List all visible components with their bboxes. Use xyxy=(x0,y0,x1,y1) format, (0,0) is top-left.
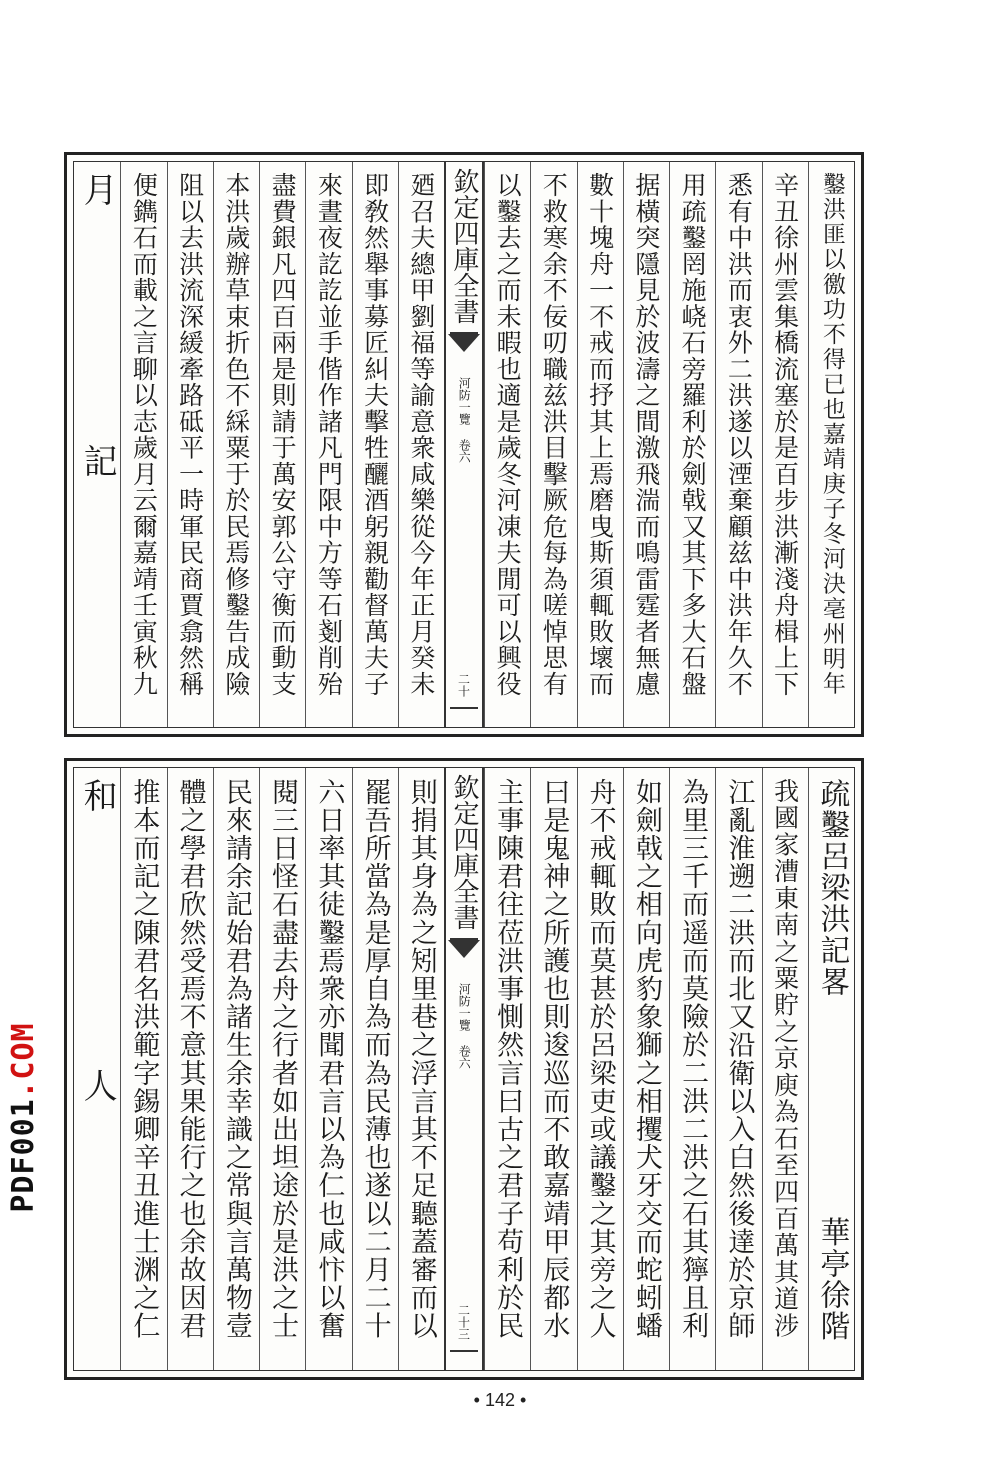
column-text: 主事陳君往莅洪事惻然言曰古之君子苟利於民 xyxy=(492,778,524,1340)
text-column xyxy=(398,162,444,727)
text-column xyxy=(259,768,305,1370)
text-column xyxy=(74,768,120,1370)
column-text: 和人 xyxy=(77,778,118,1358)
watermark-suffix: .COM xyxy=(6,1022,41,1099)
text-column xyxy=(623,768,669,1370)
text-column xyxy=(762,768,808,1370)
text-column xyxy=(808,768,854,1370)
text-column xyxy=(352,768,398,1370)
column-text: 罷吾所當為是厚自為而為民薄也遂以二月二十 xyxy=(359,778,391,1340)
text-column xyxy=(305,768,351,1370)
text-column xyxy=(167,162,213,727)
column-text: 曰是鬼神之所護也則逡巡而不敢嘉靖甲辰都水 xyxy=(538,778,570,1340)
column-text: 六日率其徒鑿焉衆亦聞君言以為仁也咸忭以奮 xyxy=(313,778,345,1340)
fish-tail-bottom-mark xyxy=(450,707,478,709)
column-text: 据橫突隱見於波濤之間激飛湍而鳴雷霆者無慮 xyxy=(631,172,661,697)
column-text: 即敎然舉事募匠糾夫擊牲釃酒躬親勸督萬夫子 xyxy=(360,172,390,697)
text-column xyxy=(305,162,351,727)
column-text: 悉有中洪而衷外二洪遂以湮棄顧兹中洪年久不 xyxy=(724,172,754,697)
text-column xyxy=(213,768,259,1370)
lower-folio xyxy=(64,758,864,1380)
gutter-leaf-number: 二十 xyxy=(456,673,471,697)
lower-text-grid xyxy=(73,767,855,1371)
column-text: 本洪歲辦草束折色不綵粟于於民焉修鑿告成險 xyxy=(221,172,251,697)
text-column xyxy=(669,768,715,1370)
gutter-volume: 河防一覽 卷六 xyxy=(457,377,472,463)
fold-gutter xyxy=(444,162,484,727)
column-text: 以鑿去之而未暇也適是歲冬河凍夫閒可以興役 xyxy=(493,172,523,697)
text-column xyxy=(577,768,623,1370)
fish-tail-mark xyxy=(450,332,478,364)
column-text: 民來請余記始君為諸生余幸識之常與言萬物壹 xyxy=(220,778,252,1340)
text-column xyxy=(259,162,305,727)
upper-folio xyxy=(64,152,864,737)
text-column xyxy=(398,768,444,1370)
column-text: 數十塊舟一不戒而抒其上焉磨曳斯須輒敗壞而 xyxy=(585,172,615,697)
text-column xyxy=(623,162,669,727)
page-number: • 142 • xyxy=(473,1390,527,1410)
site-watermark xyxy=(6,1022,41,1213)
column-text: 推本而記之陳君名洪範字錫卿辛丑進士渊之仁 xyxy=(128,778,160,1340)
column-text: 月記 xyxy=(77,172,118,715)
gutter-leaf-number: 二十三 xyxy=(456,1304,471,1340)
text-column xyxy=(530,768,576,1370)
text-column xyxy=(352,162,398,727)
column-text: 阻以去洪流深緩牽路砥平一時軍民商賈翕然稱 xyxy=(175,172,205,697)
column-text: 來晝夜訖訖並手偕作諸凡門限中方等石剗削殆 xyxy=(314,172,344,697)
column-text: 如劍戟之相向虎豹象獅之相攫犬牙交而蛇蚓蟠 xyxy=(630,778,662,1340)
text-column xyxy=(213,162,259,727)
text-column xyxy=(120,768,166,1370)
text-column xyxy=(74,162,120,727)
column-text: 廼召夫總甲劉福等諭意衆咸樂從今年正月癸未 xyxy=(406,172,436,697)
fish-tail-bottom-mark xyxy=(450,1350,478,1352)
column-text: 用疏鑿罔施峣石旁羅利於劍戟又其下多大石盤 xyxy=(678,172,708,697)
column-text: 盡費銀凡四百兩是則請于萬安郭公守衡而動支 xyxy=(268,172,298,697)
text-column xyxy=(167,768,213,1370)
column-text: 我國家漕東南之粟貯之京庾為石至四百萬其道涉 xyxy=(770,778,800,1339)
column-text: 舟不戒輒敗而莫甚於呂梁吏或議鑿之其旁之人 xyxy=(584,778,616,1340)
text-column xyxy=(808,162,854,727)
column-text: 辛丑徐州雲集橋流塞於是百步洪漸淺舟楫上下 xyxy=(770,172,800,697)
text-column xyxy=(577,162,623,727)
gutter-volume: 河防一覽 卷六 xyxy=(457,983,472,1069)
text-column xyxy=(484,162,530,727)
gutter-book-title: 欽定四庫全書 xyxy=(449,774,479,930)
column-text: 便鐫石而載之言聊以志歲月云爾嘉靖壬寅秋九 xyxy=(129,172,159,697)
gutter-book-title: 欽定四庫全書 xyxy=(449,168,479,324)
text-column xyxy=(530,162,576,727)
text-column xyxy=(120,162,166,727)
fold-gutter xyxy=(444,768,484,1370)
fish-tail-mark xyxy=(450,938,478,970)
text-column xyxy=(669,162,715,727)
column-text: 鑿洪匪以徼功不得已也嘉靖庚子冬河決亳州明年 xyxy=(818,172,845,696)
text-column xyxy=(762,162,808,727)
column-text: 閱三日怪石盡去舟之行者如出坦途於是洪之士 xyxy=(267,778,299,1340)
upper-text-grid xyxy=(73,161,855,728)
watermark-prefix: PDF001 xyxy=(6,1098,41,1213)
column-text: 為里三千而遥而莫險於二洪二洪之石其獰且利 xyxy=(677,778,709,1340)
column-text: 體之學君欣然受焉不意其果能行之也余故因君 xyxy=(174,778,206,1340)
column-text: 則捐其身為之矧里巷之浮言其不足聽蓋審而以 xyxy=(405,778,437,1340)
column-text: 不救寒余不佞叨職兹洪目擊厥危每為嗟悼思有 xyxy=(539,172,569,697)
text-column xyxy=(715,162,761,727)
column-text: 疏鑿呂梁洪記畧 華亭徐階 xyxy=(814,778,850,1342)
column-text: 江亂淮遡二洪而北又沿衛以入白然後達於京師 xyxy=(723,778,755,1340)
text-column xyxy=(484,768,530,1370)
text-column xyxy=(715,768,761,1370)
